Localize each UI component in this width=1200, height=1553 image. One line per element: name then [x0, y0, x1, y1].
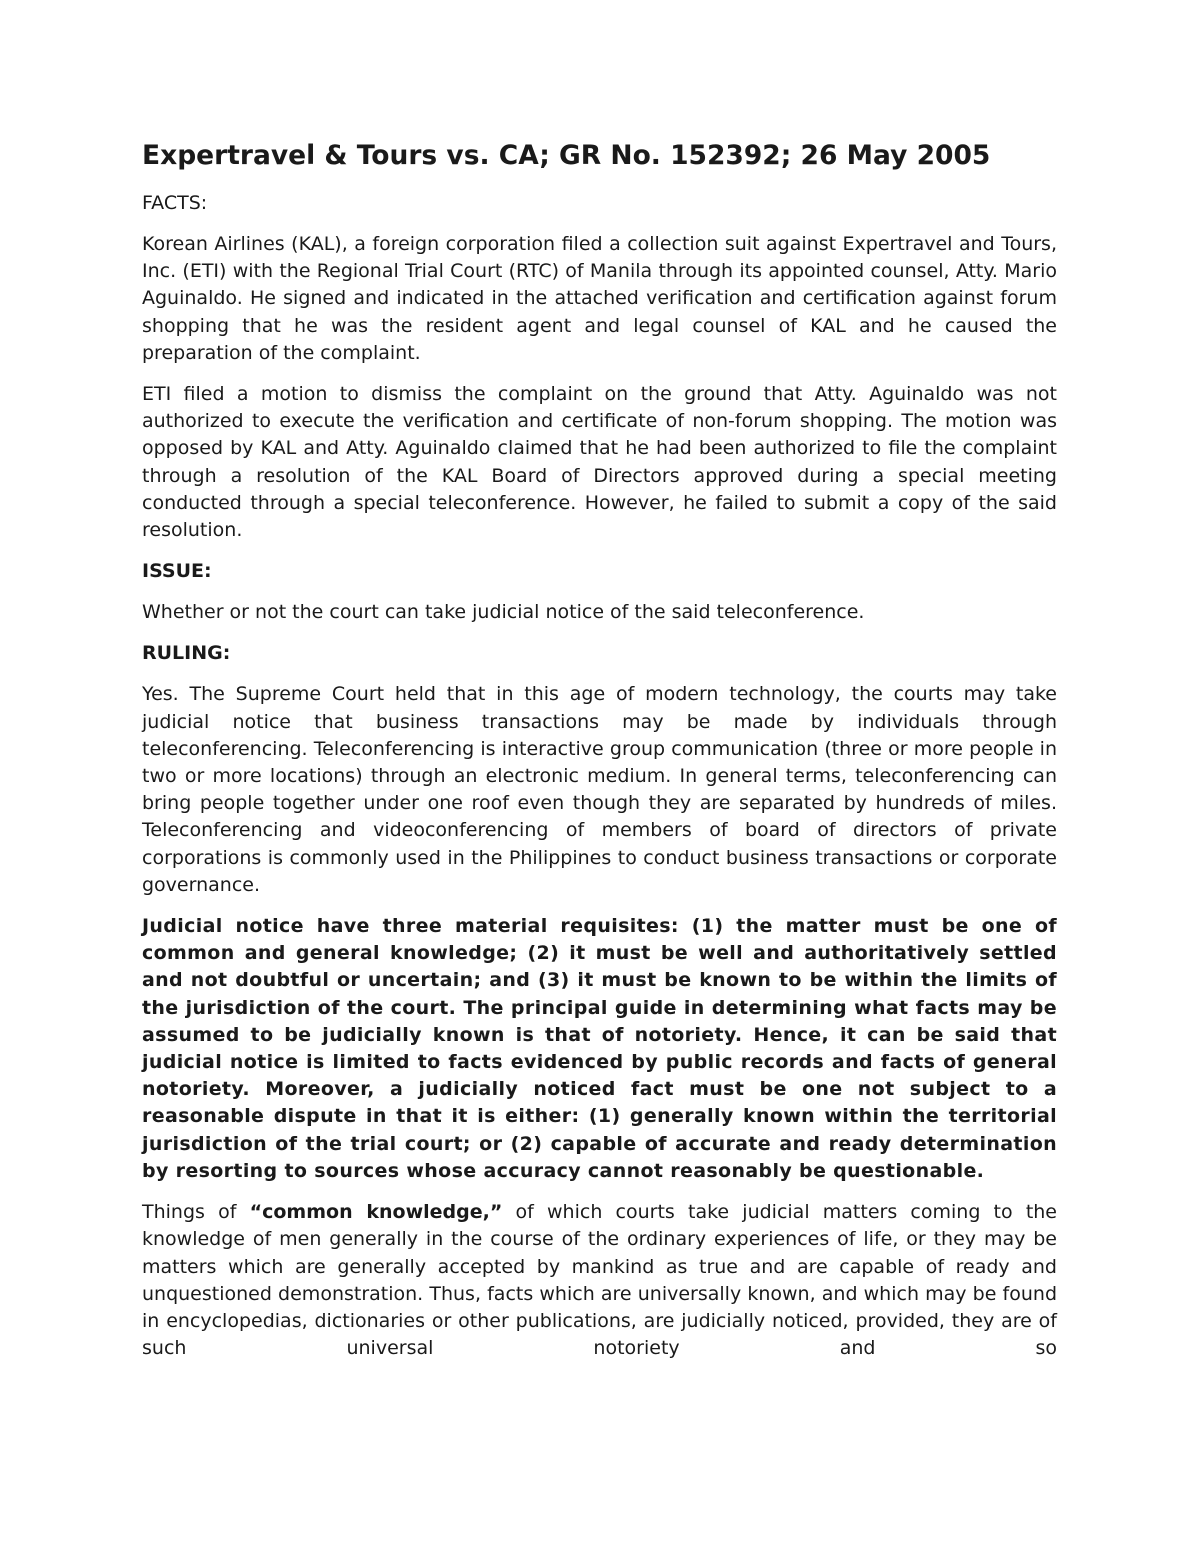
ruling-paragraph-3-rest: of which courts take judicial matters coming to the knowledge of men generally in the course of the ordinary experiences of life, or they may be matters which are generally accepted by mankind as true and are capable of ready and unquestioned demonstration. Thus, facts which are universally known, and which may be found in encyclopedias, dictionaries or other publications, are judicially noticed, provided, they are of such universal notoriety and so: [142, 1201, 1058, 1360]
ruling-paragraph-1: Yes. The Supreme Court held that in this age of modern technology, the courts may take judicial notice that business transactions may be made by individuals through teleconferencing. Teleconferencing is interactive group communication (three or more people in two or more locations) through an electronic medium. In general terms, teleconferencing can bring people together under one roof even though they are separated by hundreds of miles. Teleconferencing and videoconferencing of members of board of directors of private corporations is commonly used in the Philippines to conduct business transactions or corporate governance.: [142, 683, 1057, 896]
document-body: [142, 138, 1057, 1376]
ruling-heading: RULING:: [142, 642, 231, 665]
ruling-paragraph-3: [142, 1199, 1057, 1362]
facts-paragraph-2: ETI filed a motion to dismiss the complaint on the ground that Atty. Aguinaldo was not authorized to execute the verification and certificate of non-forum shopping. The motion was opposed by KAL and Atty. Aguinaldo claimed that he had been authorized to file the complaint through a resolution of the KAL Board of Directors approved during a special meeting conducted through a special teleconference. However, he failed to submit a copy of the said resolution.: [142, 383, 1057, 542]
document-title: Expertravel & Tours vs. CA; GR No. 152392; 26 May 2005: [142, 140, 991, 171]
facts-heading: FACTS:: [142, 192, 208, 214]
ruling-paragraph-3-prefix: Things of: [142, 1201, 250, 1224]
facts-paragraph-1: Korean Airlines (KAL), a foreign corporation filed a collection suit against Expertravel and Tours, Inc. (ETI) with the Regional Trial Court (RTC) of Manila through its appointed counsel, Atty. Mario Aguinaldo. He signed and indicated in the attached verification and certification against forum shopping that he was the resident agent and legal counsel of KAL and he caused the preparation of the complaint.: [142, 233, 1057, 364]
ruling-paragraph-2: Judicial notice have three material requisites: (1) the matter must be one of common and general knowledge; (2) it must be well and authoritatively settled and not doubtful or uncertain; and (3) it must be known to be within the limits of the jurisdiction of the court. The principal guide in determining what facts may be assumed to be judicially known is that of notoriety. Hence, it can be said that judicial notice is limited to facts evidenced by public records and facts of general notoriety. Moreover, a judicially noticed fact must be one not subject to a reasonable dispute in that it is either: (1) generally known within the territorial jurisdiction of the trial court; or (2) capable of accurate and ready determination by resorting to sources whose accuracy cannot reasonably be questionable.: [142, 915, 1057, 1182]
issue-heading: ISSUE:: [142, 560, 212, 583]
issue-paragraph: Whether or not the court can take judicial notice of the said teleconference.: [142, 601, 865, 624]
common-knowledge-phrase: “common knowledge,”: [249, 1201, 503, 1224]
